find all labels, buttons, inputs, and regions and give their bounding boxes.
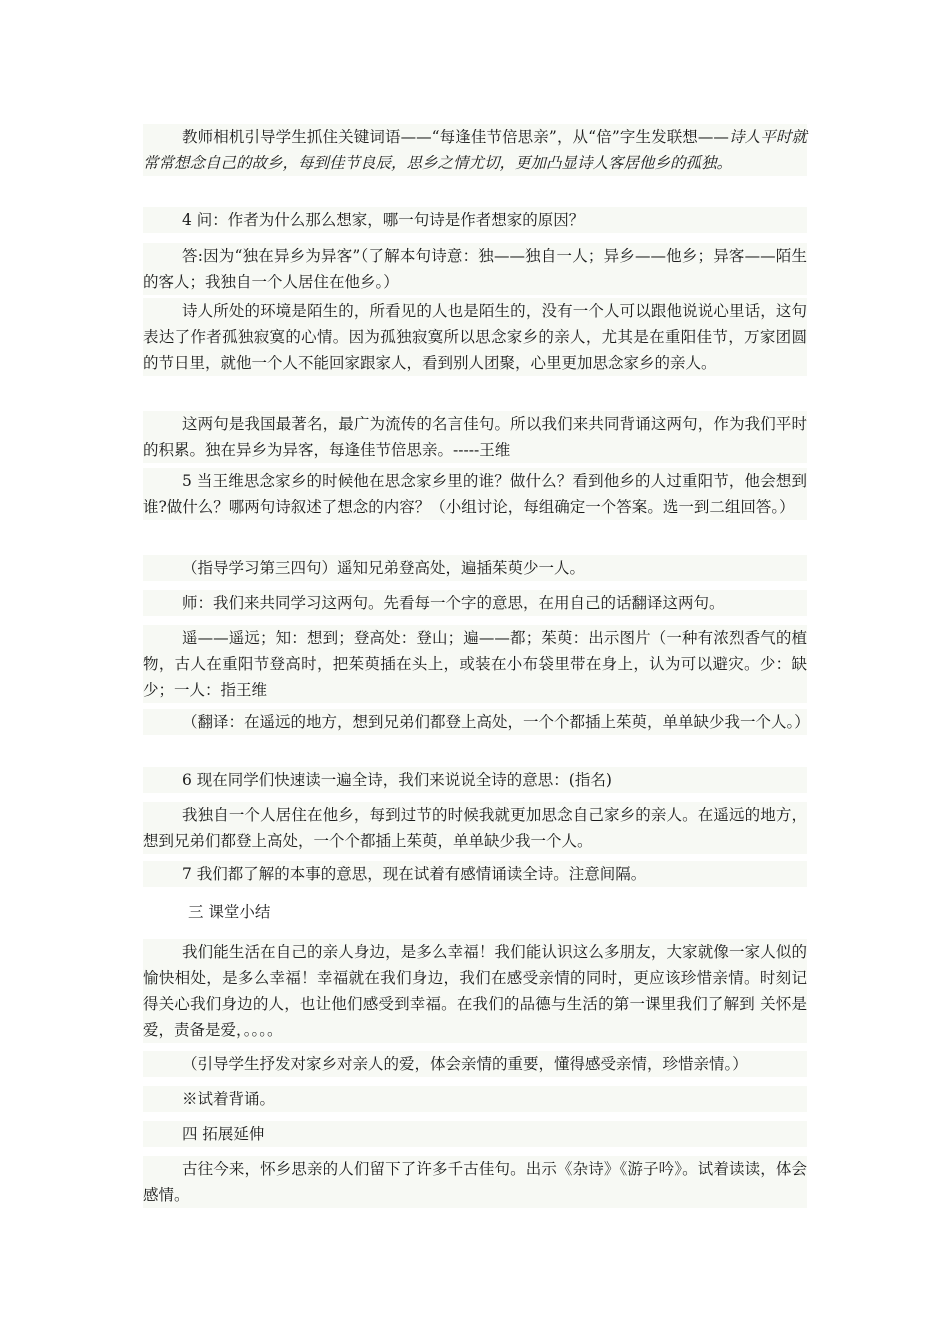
question-6-text: 6 现在同学们快速读一遍全诗，我们来说说全诗的意思：(指名) xyxy=(182,771,612,789)
paragraph-lines-3-4 xyxy=(143,555,807,581)
translation-text: （翻译：在遥远的地方，想到兄弟们都登上高处，一个个都插上茱萸，单单缺少我一个人。） xyxy=(182,713,810,731)
summary-text: 我们能生活在自己的亲人身边，是多么幸福！我们能认识这么多朋友，大家就像一家人似的愉快相处，是多么幸福！幸福就在我们身边，我们在感受亲情的同时，更应该珍惜亲情。时刻记得关心我们身边的人，也让他们感受到幸福。在我们的品德与生活的第一课里我们了解到 关怀是爱，责备是爱，。。。。 xyxy=(143,943,807,1039)
guidance-italic-text: 诗人平时就常常想念自己的故乡，每到佳节良辰，思乡之情尤切，更加凸显诗人客居他乡的孤独。 xyxy=(143,128,807,172)
paragraph-poem-meaning xyxy=(143,802,807,854)
paragraph-step-7 xyxy=(143,861,807,887)
extension-heading-text: 四 拓展延伸 xyxy=(182,1125,265,1143)
step-7-text: 7 我们都了解的本事的意思，现在试着有感情诵读全诗。注意间隔。 xyxy=(182,865,647,883)
paragraph-question-5 xyxy=(143,468,807,520)
paragraph-question-4 xyxy=(143,207,807,233)
answer-text: 答:因为“独在异乡为异客”（了解本句诗意：独——独自一人；异乡——他乡；异客——陌生的客人；我独自一个人居住在他乡。） xyxy=(143,247,807,291)
question-4-text: 4 问：作者为什么那么想家，哪一句诗是作者想家的原因？ xyxy=(182,211,585,229)
paragraph-summary xyxy=(143,939,807,1043)
poem-meaning-text: 我独自一个人居住在他乡，每到过节的时候我就更加思念自己家乡的亲人。在遥远的地方，想到兄弟们都登上高处，一个个都插上茱萸，单单缺少我一个人。 xyxy=(143,806,807,850)
paragraph-extension-heading xyxy=(143,1121,807,1147)
teacher-text: 师：我们来共同学习这两句。先看每一个字的意思，在用自己的话翻译这两句。 xyxy=(182,594,725,612)
paragraph-guidance xyxy=(143,124,807,176)
explanation-text: 诗人所处的环境是陌生的，所看见的人也是陌生的，没有一个人可以跟他说说心里话，这句表达了作者孤独寂寞的心情。因为孤独寂寞所以思念家乡的亲人，尤其是在重阳佳节，万家团圆的节日里，就他一个人不能回家跟家人，看到别人团聚，心里更加思念家乡的亲人。 xyxy=(143,302,807,372)
paragraph-guide-emotion xyxy=(143,1051,807,1077)
paragraph-explanation xyxy=(143,298,807,376)
paragraph-question-6 xyxy=(143,767,807,793)
word-meanings-text: 遥——遥远；知：想到；登高处：登山；遍——都；茱萸：出示图片（一种有浓烈香气的植物，古人在重阳节登高时，把茱萸插在头上，或装在小布袋里带在身上，认为可以避灾。少：缺少；一人：指王维 xyxy=(143,629,807,699)
extension-text: 古往今来，怀乡思亲的人们留下了许多千古佳句。出示《杂诗》《游子吟》。试着读读，体会感情。 xyxy=(143,1160,807,1204)
guide-emotion-text: （引导学生抒发对家乡对亲人的爱，体会亲情的重要，懂得感受亲情，珍惜亲情。） xyxy=(182,1055,748,1073)
paragraph-answer xyxy=(143,243,807,295)
paragraph-extension xyxy=(143,1156,807,1208)
question-5-text: 5 当王维思念家乡的时候他在思念家乡里的谁？做什么？看到他乡的人过重阳节，他会想到谁?做什么？哪两句诗叙述了想念的内容？（小组讨论，每组确定一个答案。选一到二组回答。） xyxy=(143,472,807,516)
guidance-text: 教师相机引导学生抓住关键词语——“每逢佳节倍思亲”，从“倍”字生发联想—— xyxy=(182,128,729,146)
paragraph-translation xyxy=(143,709,810,735)
famous-lines-text: 这两句是我国最著名，最广为流传的名言佳句。所以我们来共同背诵这两句，作为我们平时的积累。独在异乡为异客，每逢佳节倍思亲。-----王维 xyxy=(143,415,807,459)
section-heading-summary: 三 课堂小结 xyxy=(188,903,271,921)
paragraph-recite xyxy=(143,1086,807,1112)
paragraph-famous-lines xyxy=(143,411,807,463)
lines-3-4-text: （指导学习第三四句）遥知兄弟登高处，遍插茱萸少一人。 xyxy=(182,559,586,577)
paragraph-word-meanings xyxy=(143,625,807,703)
recite-text: ※试着背诵。 xyxy=(182,1090,276,1108)
paragraph-teacher xyxy=(143,590,807,616)
